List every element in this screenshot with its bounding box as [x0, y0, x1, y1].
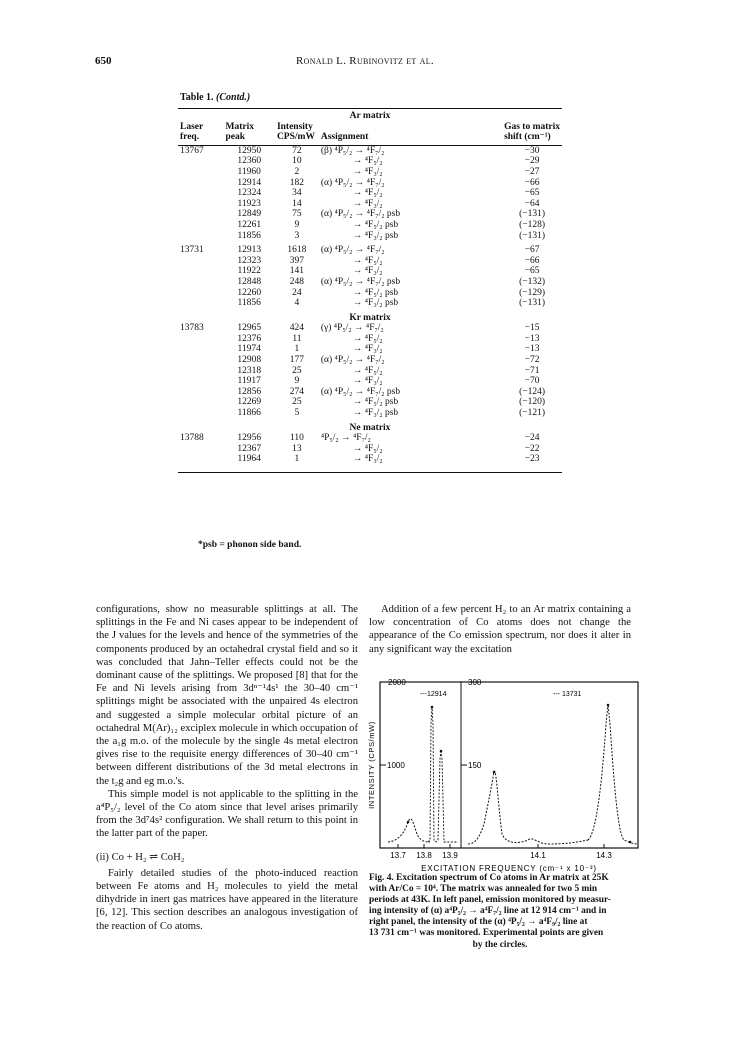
assignment-cell: → ⁴F₃/₂ — [352, 454, 383, 465]
right-tick-top: 300 — [468, 678, 482, 687]
assignment-cell: (α) ⁴P₅/₂ → ⁴F₇/₂ — [320, 245, 385, 256]
intensity-cell: 2 — [294, 166, 300, 177]
shift-cell: (−131) — [519, 298, 545, 309]
shift-cell: −72 — [524, 355, 540, 366]
laser-freq-cell — [178, 444, 223, 455]
laser-freq-cell — [178, 220, 223, 231]
x-tick-label: 14.3 — [596, 851, 612, 860]
laser-freq-cell — [178, 397, 223, 408]
right-panel-legend: --- 13731 — [553, 691, 582, 698]
assignment-cell: → ⁴F₅/₂ psb — [352, 219, 399, 230]
table-caption — [180, 92, 250, 103]
intensity-cell: 1 — [294, 344, 300, 355]
laser-freq-cell: 13767 — [180, 145, 204, 156]
assignment-cell: → ⁴F₃/₂ — [352, 266, 383, 277]
running-header — [0, 55, 729, 75]
intensity-cell: 274 — [289, 386, 305, 397]
intensity-cell: 110 — [289, 433, 304, 444]
x-axis-label: EXCITATION FREQUENCY (cm⁻¹ x 10⁻³) — [421, 864, 597, 873]
matrix-peak-cell: 12367 — [237, 443, 262, 454]
table-row — [178, 366, 562, 377]
matrix-heading-row — [178, 111, 562, 122]
body-paragraph: Fairly detailed studies of the photo-induced reaction between Fe atoms and H₂ molecules to yield the metal dihydride in inert gas matrices have appeared in the literature [6, 12]. This section describes an analogous investigation of the reaction of Co atoms. — [96, 867, 358, 932]
table-caption-label: Table 1. — [180, 92, 214, 103]
table-row — [178, 334, 562, 345]
laser-freq-cell — [178, 167, 223, 178]
shift-cell: (−124) — [519, 386, 545, 397]
table-row — [178, 277, 562, 288]
assignment-cell: → ⁴F₃/₂ psb — [352, 298, 399, 309]
table-header-row — [178, 132, 562, 143]
shift-cell: (−120) — [519, 397, 545, 408]
shift-cell: −23 — [524, 454, 540, 465]
matrix-peak-cell: 12376 — [237, 333, 262, 344]
page-number: 650 — [95, 55, 112, 67]
data-point — [407, 821, 410, 824]
table-row — [178, 245, 562, 256]
column-header-assignment: Assignment — [320, 132, 369, 143]
laser-freq-cell — [178, 188, 223, 199]
laser-freq-cell — [178, 256, 223, 267]
matrix-peak-cell: 12849 — [237, 209, 262, 220]
shift-cell: −15 — [524, 323, 540, 334]
laser-freq-cell — [178, 334, 223, 345]
table-row — [178, 178, 562, 189]
left-spectrum-peaks — [428, 706, 458, 842]
data-point — [440, 750, 443, 753]
laser-freq-cell — [178, 408, 223, 419]
matrix-peak-cell: 12914 — [237, 177, 262, 188]
intensity-cell: 177 — [289, 355, 305, 366]
shift-cell: (−129) — [519, 287, 545, 298]
intensity-cell: 9 — [294, 219, 300, 230]
table-row — [178, 266, 562, 277]
left-column — [96, 603, 358, 933]
matrix-peak-cell: 11922 — [237, 266, 261, 277]
intensity-cell: 13 — [292, 443, 302, 454]
matrix-peak-cell: 12913 — [237, 245, 262, 256]
table-header-row — [178, 122, 562, 133]
table-row — [178, 323, 562, 334]
matrix-peak-cell: 12323 — [237, 255, 262, 266]
table-row — [178, 256, 562, 267]
table-row — [178, 188, 562, 199]
shift-cell: −29 — [524, 156, 540, 167]
x-tick-label: 13.7 — [390, 851, 406, 860]
laser-freq-cell — [178, 376, 223, 387]
shift-cell: −66 — [524, 177, 540, 188]
assignment-cell: → ⁴F₃/₂ — [352, 198, 383, 209]
laser-freq-cell — [178, 231, 223, 242]
x-tick-label: 14.1 — [530, 851, 546, 860]
matrix-peak-cell: 12260 — [237, 287, 262, 298]
intensity-cell: 424 — [289, 323, 305, 334]
left-tick-top: 2000 — [388, 678, 406, 687]
intensity-cell: 75 — [292, 209, 302, 220]
table-row — [178, 199, 562, 210]
laser-freq-cell: 13731 — [180, 245, 204, 256]
assignment-cell: → ⁴F₃/₂ psb — [352, 408, 399, 419]
caption-line: right panel, the intensity of the (α) ⁴P₅/₂ → a⁴F₉/₂ line at — [369, 917, 588, 928]
laser-freq-cell — [178, 355, 223, 366]
caption-line: 13 731 cm⁻¹ was monitored. Experimental points are given — [369, 928, 604, 939]
assignment-cell: → ⁴F₅/₂ — [352, 443, 383, 454]
matrix-peak-cell: 12956 — [237, 433, 262, 444]
assignment-cell: (α) ⁴P₅/₂ → ⁴F₇/₂ — [320, 177, 385, 188]
section-heading: (ii) Co + H₂ ⇌ CoH₂ — [96, 851, 185, 863]
table-rule — [178, 469, 562, 473]
column-header-intensity: Intensity — [276, 121, 313, 132]
right-spectrum-left — [468, 771, 588, 844]
assignment-cell: → ⁴F₃/₂ — [352, 344, 383, 355]
matrix-peak-cell: 11960 — [237, 166, 261, 177]
intensity-cell: 11 — [292, 333, 302, 344]
right-spectrum-peak — [588, 704, 638, 844]
matrix-heading-row — [178, 313, 562, 324]
matrix-heading-row — [178, 423, 562, 434]
laser-freq-cell — [178, 387, 223, 398]
column-header-peak: peak — [225, 132, 246, 143]
matrix-peak-cell: 11974 — [237, 344, 261, 355]
assignment-cell: → ⁴F₅/₂ — [352, 255, 383, 266]
table-row — [178, 387, 562, 398]
matrix-peak-cell: 12261 — [237, 219, 262, 230]
intensity-cell: 1618 — [287, 245, 307, 256]
intensity-cell: 5 — [294, 408, 300, 419]
x-tick-label: 13.8 — [416, 851, 432, 860]
matrix-peak-cell: 12360 — [237, 156, 262, 167]
column-header-assignment — [319, 122, 502, 133]
table-row — [178, 220, 562, 231]
laser-freq-cell — [178, 288, 223, 299]
left-tick-mid: 1000 — [387, 761, 405, 770]
table-footnote: *psb = phonon side band. — [198, 540, 302, 550]
column-header-intensity: CPS/mW — [276, 132, 315, 143]
matrix-peak-cell: 11917 — [237, 376, 261, 387]
matrix-peak-cell: 12324 — [237, 188, 262, 199]
table-row — [178, 397, 562, 408]
intensity-cell: 10 — [292, 156, 302, 167]
assignment-cell: → ⁴F₅/₂ — [352, 333, 383, 344]
assignment-cell: → ⁴F₅/₂ — [352, 365, 383, 376]
table-row — [178, 376, 562, 387]
table-row — [178, 344, 562, 355]
laser-freq-cell — [178, 156, 223, 167]
assignment-cell: (α) ⁴P₅/₂ → ⁴F₇/₂ psb — [320, 386, 401, 397]
assignment-cell: → ⁴F₅/₂ — [352, 188, 383, 199]
body-paragraph: This simple model is not applicable to the splitting in the a⁴P₅/₂ level of the Co atom since that level arises primarily from the 3d⁷4s² configuration. We shall return to this point in the latter part of the paper. — [96, 788, 358, 840]
laser-freq-cell: 13788 — [180, 433, 204, 444]
assignment-cell: (β) ⁴P₅/₂ → ⁴F₇/₂ — [320, 145, 385, 156]
matrix-peak-cell: 12856 — [237, 386, 262, 397]
column-header-peak: Matrix — [225, 121, 254, 132]
intensity-cell: 397 — [289, 255, 305, 266]
matrix-peak-cell: 11856 — [237, 298, 261, 309]
body-paragraph: Addition of a few percent H₂ to an Ar matrix containing a low concentration of Co atoms does not change the appearance of the Co emission spectrum, nor does it alter in any significant way the excitation — [369, 604, 631, 655]
matrix-peak-cell: 11964 — [237, 454, 261, 465]
assignment-cell: → ⁴F₅/₂ — [352, 156, 383, 167]
table-row — [178, 408, 562, 419]
matrix-peak-cell: 12848 — [237, 276, 262, 287]
intensity-cell: 182 — [289, 177, 305, 188]
table-row — [178, 298, 562, 309]
caption-line: Fig. 4. Excitation spectrum of Co atoms in Ar matrix at 25K — [369, 873, 609, 883]
intensity-cell: 25 — [292, 397, 302, 408]
shift-cell: −13 — [524, 333, 540, 344]
right-tick-mid: 150 — [468, 761, 482, 770]
intensity-cell: 3 — [294, 230, 300, 241]
shift-cell: (−132) — [519, 276, 545, 287]
assignment-cell: (γ) ⁴P₅/₂ → ⁴F₇/₂ — [320, 323, 384, 334]
matrix-peak-cell: 12908 — [237, 355, 262, 366]
assignment-cell: (α) ⁴P₅/₂ → ⁴F₇/₂ psb — [320, 209, 401, 220]
running-authors: Ronald L. Rubinovitz et al. — [296, 55, 434, 67]
column-header-laser: Laser — [180, 121, 204, 132]
laser-freq-cell — [178, 366, 223, 377]
caption-line: ing intensity of (α) a⁴P₅/₂ → a⁴F₇/₂ line at 12 914 cm⁻¹ and in — [369, 906, 607, 917]
matrix-title: Ne matrix — [349, 422, 391, 433]
caption-line: by the circles. — [472, 939, 528, 950]
intensity-cell: 9 — [294, 376, 300, 387]
laser-freq-cell — [178, 178, 223, 189]
laser-freq-cell — [178, 199, 223, 210]
shift-cell: −65 — [524, 266, 540, 277]
assignment-cell: → ⁴F₅/₂ psb — [352, 397, 399, 408]
laser-freq-cell — [178, 277, 223, 288]
shift-cell: −27 — [524, 166, 540, 177]
table-row — [178, 288, 562, 299]
laser-freq-cell — [178, 266, 223, 277]
laser-freq-cell — [178, 209, 223, 220]
intensity-cell: 1 — [294, 454, 300, 465]
shift-cell: −65 — [524, 188, 540, 199]
assignment-cell: → ⁴F₃/₂ psb — [352, 230, 399, 241]
table-row — [178, 433, 562, 444]
matrix-peak-cell: 12269 — [237, 397, 262, 408]
matrix-peak-cell: 12318 — [237, 365, 262, 376]
caption-line: periods at 43K. In left panel, emission monitored by measur- — [369, 895, 611, 906]
matrix-peak-cell: 11923 — [237, 198, 261, 209]
intensity-cell: 34 — [292, 188, 302, 199]
shift-cell: −22 — [524, 443, 540, 454]
plot-frame — [380, 682, 638, 848]
table-row — [178, 454, 562, 465]
shift-cell: −64 — [524, 198, 540, 209]
column-header-shift: Gas to matrix — [504, 121, 560, 132]
laser-freq-cell — [178, 344, 223, 355]
body-paragraph: configurations, show no measurable splittings at all. The splittings in the Fe and Ni cases appear to be independent of the J values for the levels and hence of the symmetries of the components produced by an octahedral crystal field and so it was concluded that Jahn–Teller effects could not be the dominant cause of the splittings. We proposed [8] that for the Fe and Ni levels arising from 3dⁿ⁻¹4s¹ the 30–40 cm⁻¹ splittings might be associated with the unpaired 4s electron and suggested a simple molecular orbital picture of an octahedral M(Ar)₁₂ exciplex molecule in which occupation of the a₁g m.o. of the molecule by the single 4s metal electron gives rise to the requisite energy differences of 30–40 cm⁻¹ between different distributions of the 3d metal electrons in the t₂g and eg m.o.'s. — [96, 604, 358, 787]
matrix-title: Kr matrix — [349, 312, 391, 323]
table-caption-contd: (Contd.) — [216, 92, 251, 103]
column-header-shift: shift (cm⁻¹) — [504, 132, 551, 143]
data-point — [629, 841, 632, 844]
shift-cell: −70 — [524, 376, 540, 387]
data-table — [178, 108, 562, 473]
column-header-laser: freq. — [180, 132, 200, 143]
intensity-cell: 141 — [289, 266, 305, 277]
intensity-cell: 14 — [292, 198, 302, 209]
excitation-spectrum-figure — [368, 664, 650, 874]
table-row — [178, 355, 562, 366]
assignment-cell: (α) ⁴P₅/₂ → ⁴F₇/₂ — [320, 355, 385, 366]
data-point — [431, 706, 434, 709]
table-row — [178, 231, 562, 242]
assignment-cell: → ⁴F₃/₂ — [352, 166, 383, 177]
intensity-cell: 4 — [294, 298, 300, 309]
matrix-peak-cell: 12965 — [237, 323, 262, 334]
shift-cell: −66 — [524, 255, 540, 266]
data-point — [607, 704, 610, 707]
shift-cell: (−128) — [519, 219, 545, 230]
x-tick-label: 13.9 — [442, 851, 458, 860]
table-row — [178, 209, 562, 220]
table-row — [178, 167, 562, 178]
shift-cell: (−121) — [519, 408, 545, 419]
matrix-peak-cell: 12950 — [237, 145, 262, 156]
table-row — [178, 156, 562, 167]
intensity-cell: 248 — [289, 276, 305, 287]
table-row — [178, 145, 562, 156]
laser-freq-cell — [178, 298, 223, 309]
matrix-peak-cell: 11866 — [237, 408, 261, 419]
shift-cell: −71 — [524, 365, 540, 376]
assignment-cell: → ⁴F₃/₂ — [352, 376, 383, 387]
matrix-title: Ar matrix — [349, 111, 391, 121]
right-column — [369, 603, 631, 656]
shift-cell: −13 — [524, 344, 540, 355]
left-panel-legend: ---12914 — [420, 691, 447, 698]
assignment-cell: → ⁴F₅/₂ psb — [352, 287, 399, 298]
laser-freq-cell: 13783 — [180, 323, 204, 334]
matrix-peak-cell: 11856 — [237, 230, 261, 241]
data-point — [493, 771, 496, 774]
y-axis-label: INTENSITY (CPS/mW) — [367, 721, 376, 809]
table-row — [178, 444, 562, 455]
shift-cell: (−131) — [519, 209, 545, 220]
shift-cell: −67 — [524, 245, 540, 256]
shift-cell: (−131) — [519, 230, 545, 241]
laser-freq-cell — [178, 454, 223, 465]
intensity-cell: 72 — [292, 145, 302, 156]
shift-cell: −30 — [524, 145, 540, 156]
figure-caption — [369, 873, 631, 951]
assignment-cell: (α) ⁴P₅/₂ → ⁴F₇/₂ psb — [320, 276, 401, 287]
assignment-cell: ⁴P₅/₂ → ⁴F₇/₂ — [320, 433, 371, 444]
shift-cell: −24 — [524, 433, 540, 444]
intensity-cell: 25 — [292, 365, 302, 376]
caption-line: with Ar/Co = 10⁴. The matrix was annealed for two 5 min — [369, 884, 598, 895]
intensity-cell: 24 — [292, 287, 302, 298]
